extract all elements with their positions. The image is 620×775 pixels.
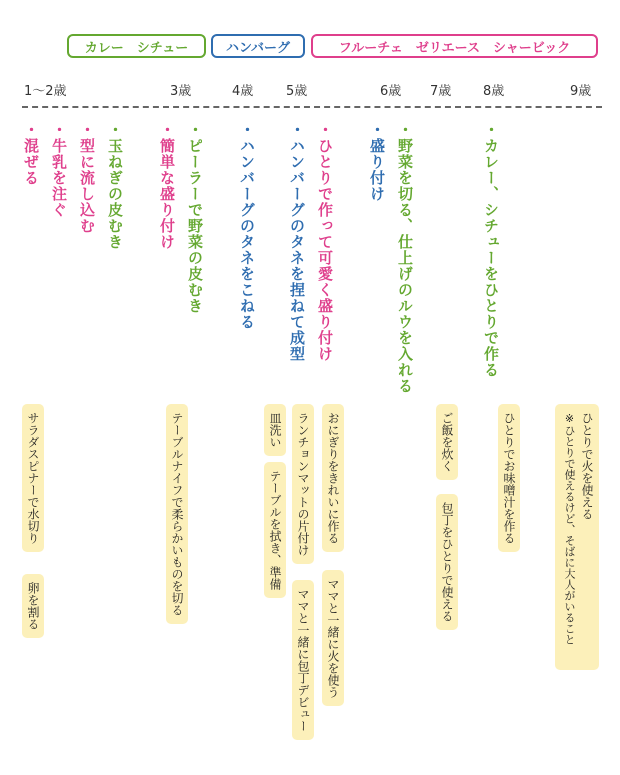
age-label-6: 6歳 — [380, 84, 402, 99]
skill-knead-patty: ・ハンバーグのタネをこねる — [238, 122, 256, 330]
legend-hamburg: ハンバーグ — [211, 34, 305, 58]
chore-use-knife-alone: 包丁をひとりで使える — [436, 494, 458, 630]
skill-plating: ・盛り付け — [368, 122, 386, 202]
age-label-8: 8歳 — [483, 84, 505, 99]
chore-wash-dishes: 皿洗い — [264, 404, 286, 456]
chore-miso-soup-alone: ひとりでお味噌汁を作る — [498, 404, 520, 552]
chore-table-knife: テーブルナイフで柔らかいものを切る — [166, 404, 188, 624]
chore-tidy-placemats: ランチョンマットの片付け — [292, 404, 314, 564]
skill-peel-onion: ・玉ねぎの皮むき — [106, 122, 124, 250]
skill-mix: ・混ぜる — [22, 122, 40, 186]
chore-make-onigiri: おにぎりをきれいに作る — [322, 404, 344, 552]
skill-cut-vegetables-add-roux: ・野菜を切る、仕上げのルウを入れる — [396, 122, 414, 394]
chore-cook-rice: ご飯を炊く — [436, 404, 458, 480]
skill-pour-milk: ・牛乳を注ぐ — [50, 122, 68, 218]
chore-use-fire-alone-note: ※ひとりで使えるけど、そばに大人がいること — [563, 412, 576, 645]
skill-make-and-plate-alone: ・ひとりで作って可愛く盛り付け — [316, 122, 334, 362]
skill-pour-into-mold: ・型に流し込む — [78, 122, 96, 234]
age-label-7: 7歳 — [430, 84, 452, 99]
skill-cook-curry-alone: ・カレー、シチューをひとりで作る — [482, 122, 500, 378]
age-label-5: 5歳 — [286, 84, 308, 99]
chore-crack-eggs: 卵を割る — [22, 574, 44, 638]
skill-peeler-vegetables: ・ピーラーで野菜の皮むき — [186, 122, 204, 314]
age-label-3: 3歳 — [170, 84, 192, 99]
legend-fruits-desserts: フルーチェ ゼリエース シャービック — [311, 34, 598, 58]
chore-salad-spinner: サラダスピナーで水切り — [22, 404, 44, 552]
chore-use-fire-alone — [555, 404, 599, 670]
age-label-9: 9歳 — [570, 84, 592, 99]
age-label-1-2: 1～2歳 — [24, 84, 67, 99]
age-label-4: 4歳 — [232, 84, 254, 99]
chore-knife-debut-with-mom: ママと一緒に包丁デビュー — [292, 580, 314, 740]
legend-curry-stew: カレー シチュー — [67, 34, 206, 58]
chore-wipe-table: テーブルを拭き、準備 — [264, 462, 286, 598]
timeline-divider — [22, 106, 602, 108]
skill-simple-plating: ・簡単な盛り付け — [158, 122, 176, 250]
chore-use-fire-with-mom: ママと一緒に火を使う — [322, 570, 344, 706]
skill-shape-patty: ・ハンバーグのタネを捏ねて成型 — [288, 122, 306, 362]
chore-use-fire-alone-label: ひとりで火を使える — [580, 412, 594, 520]
